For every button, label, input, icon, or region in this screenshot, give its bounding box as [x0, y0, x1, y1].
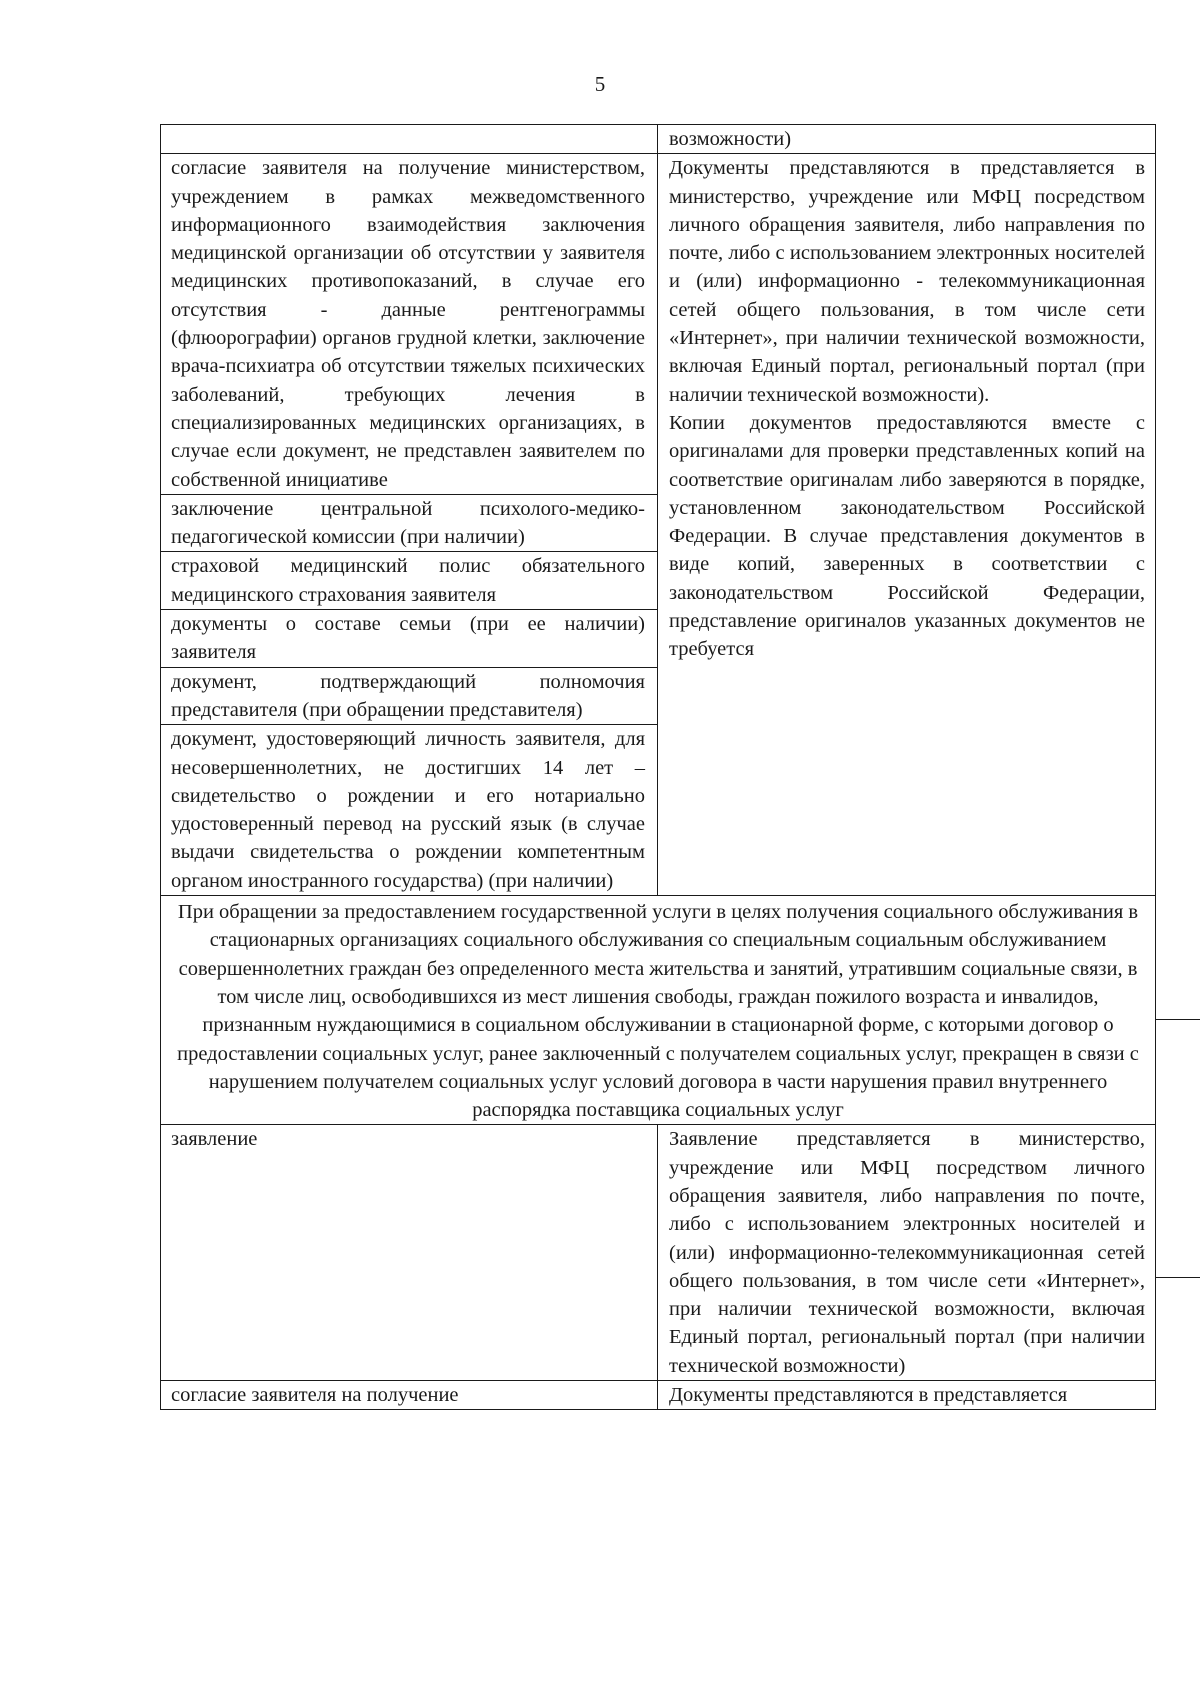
table-row — [161, 1125, 1156, 1381]
table-row — [161, 154, 1156, 495]
submission-paragraph: Документы представляются в представляется в министерство, учреждение или МФЦ посредством личного обращения заявителя, либо направления по почте, либо с использованием электронных носителей и (или) информационно - телекоммуникационная сетей общего пользования, в том числе сети «Интернет», при наличии технической возможности, включая Единый портал, региональный портал (при наличии технической возможности). — [669, 157, 1145, 406]
document-item-consent-next: согласие заявителя на получение — [161, 1381, 658, 1410]
document-item-representative: документ, подтверждающий полномочия представителя (при обращении представителя) — [161, 667, 658, 725]
documents-table — [160, 124, 1156, 1410]
table-cell-continuation: возможности) — [658, 125, 1156, 154]
table-border-extension-bottom — [1155, 1277, 1200, 1278]
document-item-consent: согласие заявителя на получение министерством, учреждением в рамках межведомственного информационного взаимодействия заключения медицинской организации об отсутствии у заявителя медицинских противопоказаний, в случае его отсутствия - данные рентгенограммы (флюорографии) органов грудной клетки, заключение врача-психиатра об отсутствии тяжелых психических заболеваний, требующих лечения в специализированных медицинских организациях, в случае если документ, не представлен заявителем по собственной инициативе — [161, 154, 658, 495]
document-item-insurance: страховой медицинский полис обязательного медицинского страхования заявителя — [161, 552, 658, 610]
page-number: 5 — [594, 72, 606, 96]
table-cell-empty — [161, 125, 658, 154]
submission-procedure-cell — [658, 154, 1156, 896]
section-header: При обращении за предоставлением государственной услуги в целях получения социального обслуживания в стационарных организациях социального обслуживания со специальным социальным обслуживанием совершеннолетних граждан без определенного места жительства и занятий, утратившим социальные связи, в том числе лиц, освободившихся из мест лишения свободы, граждан пожилого возраста и инвалидов, признанным нуждающимися в социальном обслуживании в стационарной форме, с которыми договор о предоставлении социальных услуг, ранее заключенный с получателем социальных услуг, прекращен в связи с нарушением получателем социальных услуг условий договора в части нарушения правил внутреннего распорядка поставщика социальных услуг — [161, 896, 1156, 1125]
procedure-cell-next: Документы представляются в представляется — [658, 1381, 1156, 1410]
document-item-family: документы о составе семьи (при ее наличии) заявителя — [161, 610, 658, 668]
copies-paragraph: Копии документов предоставляются вместе с оригиналами для проверки представленных копий на соответствие оригиналам либо заверяются в порядке, установленном законодательством Российской Федерации. В случае представления документов в виде копий, заверенных в соответствии с законодательством Российской Федерации, представление оригиналов указанных документов не требуется — [669, 411, 1145, 661]
table-row — [161, 125, 1156, 154]
document-item-statement: заявление — [161, 1125, 658, 1381]
document-item-pmpk: заключение центральной психолого-медико-педагогической комиссии (при наличии) — [161, 494, 658, 552]
statement-procedure-cell: Заявление представляется в министерство, учреждение или МФЦ посредством личного обращения заявителя, либо направления по почте, либо с использованием электронных носителей и (или) информационно-телекоммуникационная сетей общего пользования, в том числе сети «Интернет», при наличии технической возможности, включая Единый портал, региональный портал (при наличии технической возможности) — [658, 1125, 1156, 1381]
document-item-identity: документ, удостоверяющий личность заявителя, для несовершеннолетних, не достигших 14 лет – свидетельство о рождении и его нотариально удостоверенный перевод на русский язык (в случае выдачи свидетельства о рождении компетентным органом иностранного государства) (при наличии) — [161, 725, 658, 896]
table-border-extension-top — [1155, 1019, 1200, 1020]
table-row — [161, 896, 1156, 1125]
table-row — [161, 1381, 1156, 1410]
